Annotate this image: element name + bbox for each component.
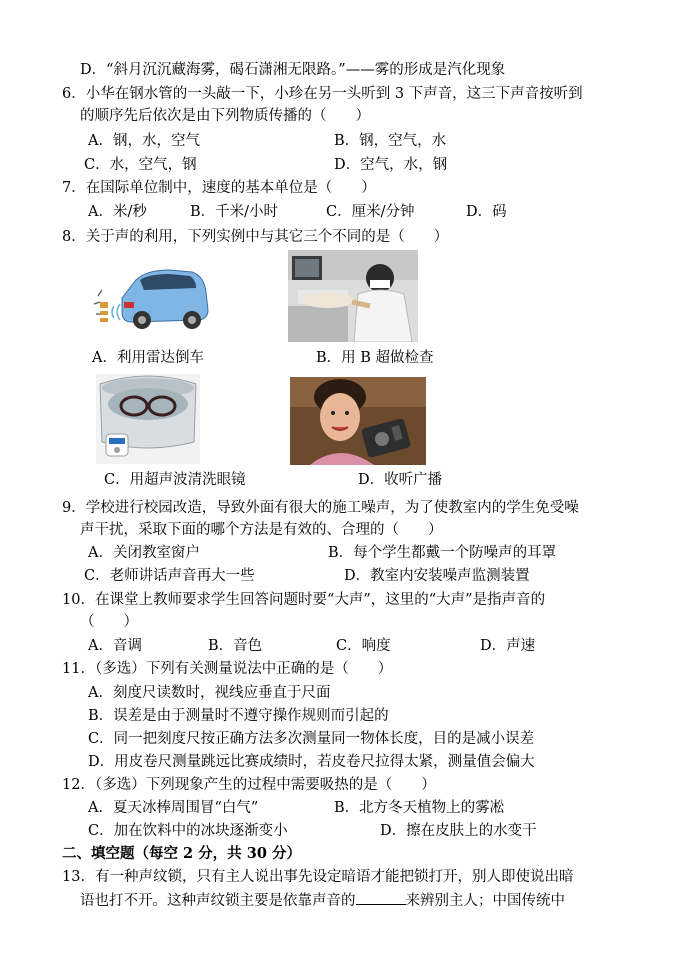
q9-option-b: B．每个学生都戴一个防噪声的耳罩 — [328, 545, 557, 561]
q11-stem: 11．（多选）下列有关测量说法中正确的是（ ） — [62, 661, 393, 677]
q10-option-c: C．响度 — [336, 638, 391, 654]
q11-option-b: B．误差是由于测量时不遵守操作规则而引起的 — [88, 708, 389, 724]
q12-option-a: A．夏天冰棒周围冒“白气” — [88, 800, 259, 816]
q7-option-a: A．米/秒 — [88, 204, 147, 220]
q5-option-d: D．“斜月沉沉藏海雾，碣石潇湘无限路。”——雾的形成是汽化现象 — [80, 62, 506, 78]
q11-option-a: A．刻度尺读数时，视线应垂直于尺面 — [88, 685, 331, 701]
q8-option-c: C．用超声波清洗眼镜 — [104, 472, 246, 488]
q6-option-d: D．空气，水，钢 — [334, 157, 448, 173]
q10-option-b: B．音色 — [208, 638, 263, 654]
q7-option-c: C．厘米/分钟 — [326, 204, 415, 220]
q8-option-d: D．收听广播 — [358, 472, 443, 488]
section-title-fill-in: 二、填空题（每空 2 分，共 30 分） — [62, 845, 301, 862]
q6-stem-line1: 6．小华在钢水管的一头敲一下，小珍在另一头听到 3 下声音，这三下声音按听到 — [62, 86, 583, 102]
q9-option-d: D．教室内安装噪声监测装置 — [344, 568, 530, 584]
q13-line1: 13．有一种声纹锁，只有主人说出事先设定暗语才能把锁打开，别人即使说出暗 — [62, 869, 574, 885]
q12-option-d: D．擦在皮肤上的水变干 — [380, 823, 537, 839]
q10-option-a: A．音调 — [88, 638, 142, 654]
q7-option-b: B．千米/小时 — [190, 204, 279, 220]
q9-stem-line2: 声干扰，采取下面的哪个方法是有效的、合理的（ ） — [80, 522, 443, 538]
q11-option-d: D．用皮卷尺测量跳远比赛成绩时，若皮卷尺拉得太紧，测量值会偏大 — [88, 754, 535, 770]
q12-stem: 12．（多选）下列现象产生的过程中需要吸热的是（ ） — [62, 777, 436, 793]
q13-line2-after-blank: 来辨别主人；中国传统中 — [405, 893, 565, 909]
q12-option-b: B．北方冬天植物上的雾凇 — [334, 800, 505, 816]
q9-option-a: A．关闭教室窗户 — [88, 545, 200, 561]
q13-line2 — [80, 890, 565, 910]
q12-option-c: C．加在饮料中的冰块逐渐变小 — [88, 823, 288, 839]
q13-line2-before-blank: 语也打不开。这种声纹锁主要是依靠声音的 — [80, 893, 356, 909]
ultrasound-exam-image — [288, 250, 418, 342]
q9-stem-line1: 9．学校进行校园改造，导致外面有很大的施工噪声，为了使教室内的学生免受噪 — [62, 500, 579, 516]
radio-listening-image — [290, 377, 426, 465]
q8-option-b: B．用 B 超做检查 — [316, 350, 434, 366]
q6-option-b: B．钢，空气，水 — [334, 133, 447, 149]
q8-option-a: A．利用雷达倒车 — [92, 350, 204, 366]
q10-stem-line1: 10．在课堂上教师要求学生回答问题时要“大声”，这里的“大声”是指声音的 — [62, 592, 546, 608]
q8-stem: 8．关于声的利用，下列实例中与其它三个不同的是（ ） — [62, 229, 449, 245]
q6-option-c: C．水，空气，钢 — [84, 157, 197, 173]
q6-option-a: A．钢，水，空气 — [88, 133, 200, 149]
q10-option-d: D．声速 — [480, 638, 536, 654]
ultrasonic-cleaner-image — [96, 374, 200, 464]
q11-option-c: C．同一把刻度尺按正确方法多次测量同一物体长度，目的是减小误差 — [88, 731, 535, 747]
q9-option-c: C．老师讲话声音再大一些 — [84, 568, 255, 584]
q7-stem: 7．在国际单位制中，速度的基本单位是（ ） — [62, 180, 376, 196]
q6-stem-line2: 的顺序先后依次是由下列物质传播的（ ） — [80, 108, 370, 124]
q10-stem-line2: （ ） — [80, 614, 138, 630]
q13-answer-blank — [356, 890, 406, 905]
q7-option-d: D．码 — [466, 204, 507, 220]
radar-car-image — [92, 258, 212, 334]
